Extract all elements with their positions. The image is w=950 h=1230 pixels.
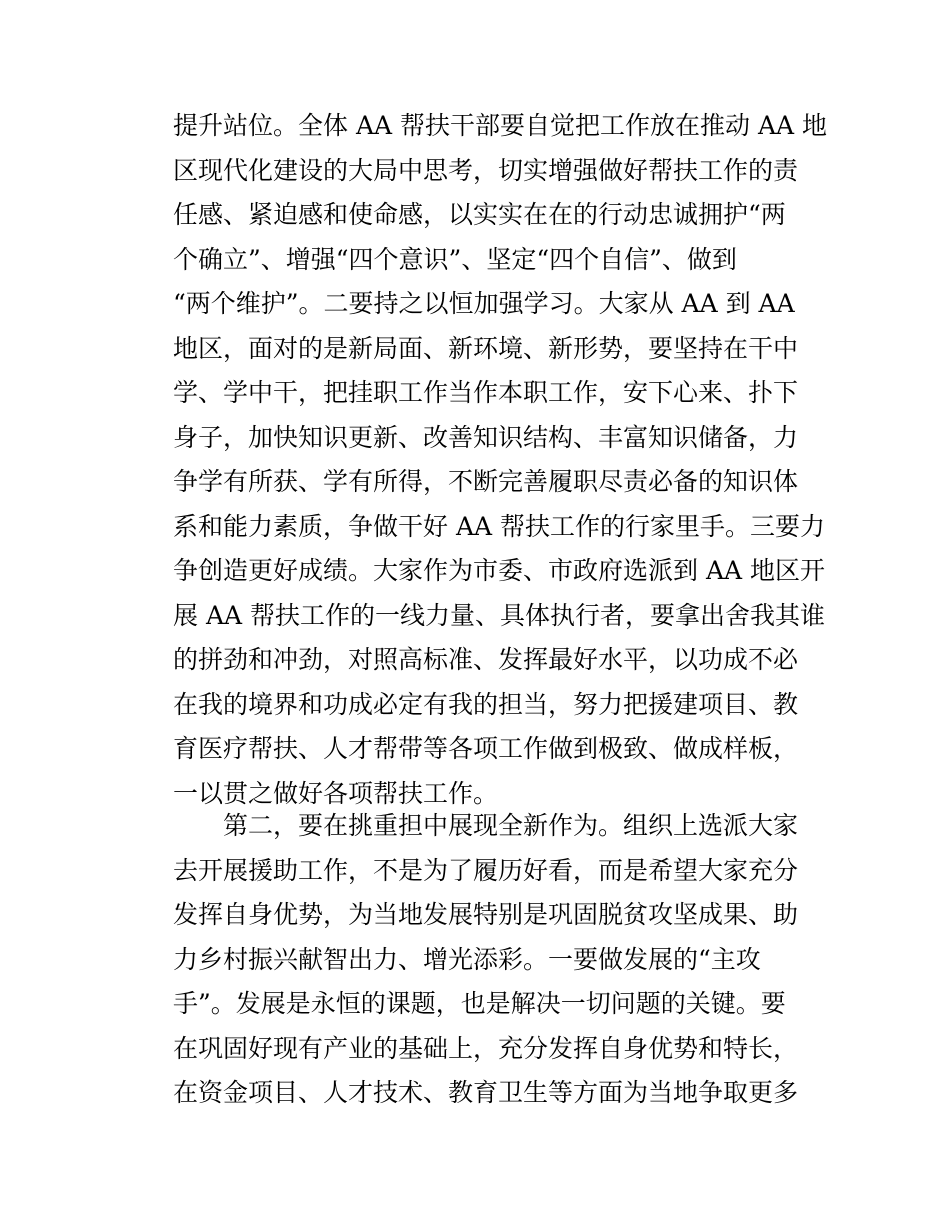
text-line: “两个维护”。二要持之以恒加强学习。大家从 AA 到 AA — [173, 289, 795, 318]
text-line: 提升站位。全体 AA 帮扶干部要自觉把工作放在推动 AA 地 — [173, 111, 828, 140]
paragraph-second — [173, 804, 813, 1116]
text-line: 展 AA 帮扶工作的一线力量、具体执行者，要拿出舍我其谁 — [173, 600, 826, 630]
text-line: 区现代化建设的大局中思考，切实增强做好帮扶工作的责 — [173, 155, 799, 185]
paragraph-continuation — [173, 104, 828, 816]
text-line: 在资金项目、人才技术、教育卫生等方面为当地争取更多 — [173, 1078, 799, 1107]
text-line: 个确立”、增强“四个意识”、坚定“四个自信”、做到 — [173, 244, 737, 274]
text-line: 发挥自身优势，为当地发展特别是巩固脱贫攻坚成果、助 — [173, 900, 799, 929]
text-line: 手”。发展是永恒的课题，也是解决一切问题的关键。要 — [173, 989, 786, 1018]
text-line: 力乡村振兴献智出力、增光添彩。一要做发展的“主攻 — [173, 944, 761, 974]
text-line-first: 第二，要在挑重担中展现全新作为。组织上选派大家 — [223, 811, 799, 840]
text-line: 育医疗帮扶、人才帮带等各项工作做到极致、做成样板， — [173, 734, 799, 763]
text-line: 在我的境界和功成必定有我的担当，努力把援建项目、教 — [173, 689, 799, 719]
text-line: 去开展援助工作，不是为了履历好看，而是希望大家充分 — [173, 855, 799, 885]
text-line: 一以贯之做好各项帮扶工作。 — [173, 778, 499, 808]
text-line: 学、学中干，把挂职工作当作本职工作，安下心来、扑下 — [173, 378, 799, 407]
text-line: 身子，加快知识更新、改善知识结构、丰富知识储备，力 — [173, 422, 799, 452]
text-line: 争创造更好成绩。大家作为市委、市政府选派到 AA 地区开 — [173, 556, 826, 585]
text-line: 地区，面对的是新局面、新环境、新形势，要坚持在干中 — [173, 333, 799, 363]
text-line: 的拼劲和冲劲，对照高标准、发挥最好水平，以功成不必 — [173, 645, 799, 674]
text-line: 系和能力素质，争做干好 AA 帮扶工作的行家里手。三要力 — [173, 511, 826, 541]
text-line: 争学有所获、学有所得，不断完善履职尽责必备的知识体 — [173, 467, 799, 496]
text-line: 在巩固好现有产业的基础上，充分发挥自身优势和特长， — [173, 1033, 799, 1063]
text-line: 任感、紧迫感和使命感，以实实在在的行动忠诚拥护“两 — [173, 200, 786, 229]
